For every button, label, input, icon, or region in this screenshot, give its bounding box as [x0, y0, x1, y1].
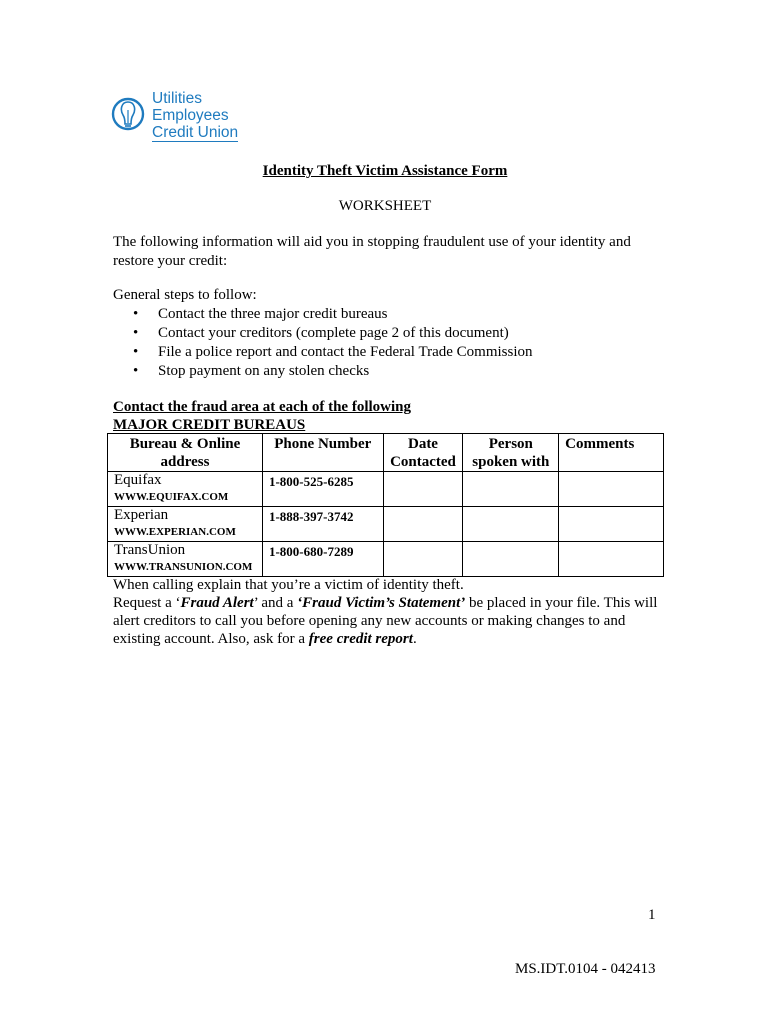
step-item	[113, 324, 533, 343]
col-header-phone: Phone Number	[262, 434, 383, 472]
steps-heading: General steps to follow:	[113, 287, 257, 303]
step-item	[113, 362, 533, 381]
date-contacted-field[interactable]	[383, 472, 463, 507]
step-text: Stop payment on any stolen checks	[158, 363, 370, 379]
worksheet-heading: WORKSHEET	[338, 198, 432, 214]
bureau-url: WWW.EXPERIAN.COM	[114, 526, 236, 538]
document-id: MS.IDT.0104 - 042413	[515, 961, 656, 977]
phone-cell	[262, 542, 383, 577]
step-item	[113, 343, 533, 362]
table-row	[108, 472, 664, 507]
request-rest-text: be placed in your file. This will alert creditors to call you before opening any new accounts or making changes to and existing account. Also, ask for a	[113, 595, 658, 647]
form-title: Identity Theft Victim Assistance Form	[262, 163, 508, 179]
col-header-person: Person spoken with	[463, 434, 559, 472]
bureau-url: WWW.TRANSUNION.COM	[114, 561, 253, 573]
page-number: 1	[648, 907, 656, 923]
victim-statement-term: ‘Fraud Victim’s Statement’	[297, 595, 466, 611]
lightbulb-icon	[110, 90, 150, 146]
bullet-icon: •	[133, 344, 139, 360]
comments-field[interactable]	[559, 472, 664, 507]
fraud-alert-term: Fraud Alert	[180, 595, 254, 611]
col-header-date: Date Contacted	[383, 434, 463, 472]
bullet-icon: •	[133, 363, 139, 379]
comments-field[interactable]	[559, 507, 664, 542]
person-spoken-field[interactable]	[463, 472, 559, 507]
logo-wordmark	[152, 90, 238, 141]
col-header-bureau: Bureau & Online address	[108, 434, 263, 472]
calling-instructions	[113, 576, 673, 648]
logo-line-1: Utilities	[152, 90, 202, 107]
phone-cell	[262, 507, 383, 542]
table-header-row	[108, 434, 664, 472]
and-text: ’ and a	[253, 595, 298, 611]
credit-union-logo	[110, 88, 260, 146]
comments-field[interactable]	[559, 542, 664, 577]
free-credit-report-term: free credit report	[308, 631, 413, 647]
phone-cell	[262, 472, 383, 507]
steps-list	[113, 305, 533, 381]
logo-line-2: Employees	[152, 107, 229, 124]
major-bureaus-line: MAJOR CREDIT BUREAUS	[113, 417, 306, 433]
fraud-contact-heading	[113, 398, 411, 434]
logo-line-3	[152, 124, 238, 141]
bullet-icon: •	[133, 306, 139, 322]
table-row	[108, 507, 664, 542]
credit-bureaus-table	[107, 433, 664, 577]
logo-line-3-text: Credit Union	[152, 124, 239, 141]
period-text: .	[412, 631, 417, 647]
table-row	[108, 542, 664, 577]
bureau-name: Experian	[114, 507, 169, 523]
bureau-cell	[108, 542, 263, 577]
step-text: Contact your creditors (complete page 2 of this document)	[158, 325, 509, 341]
bureau-cell	[108, 472, 263, 507]
step-text: Contact the three major credit bureaus	[158, 306, 388, 322]
date-contacted-field[interactable]	[383, 507, 463, 542]
bureau-url: WWW.EQUIFAX.COM	[114, 491, 229, 503]
bureau-phone: 1-800-680-7289	[268, 544, 354, 559]
calling-line: When calling explain that you’re a victim of identity theft.	[113, 577, 464, 593]
bureau-phone: 1-888-397-3742	[268, 509, 354, 524]
date-contacted-field[interactable]	[383, 542, 463, 577]
bullet-icon: •	[133, 325, 139, 341]
bureau-name: Equifax	[114, 472, 162, 488]
person-spoken-field[interactable]	[463, 507, 559, 542]
step-item	[113, 305, 533, 324]
step-text: File a police report and contact the Federal Trade Commission	[158, 344, 533, 360]
fraud-contact-line: Contact the fraud area at each of the following	[113, 399, 412, 415]
col-header-comments: Comments	[559, 434, 664, 472]
request-paragraph	[113, 594, 673, 648]
bureau-name: TransUnion	[114, 542, 186, 558]
bureau-phone: 1-800-525-6285	[268, 474, 354, 489]
intro-paragraph: The following information will aid you in stopping fraudulent use of your identity and restore your credit:	[113, 234, 631, 269]
bureau-cell	[108, 507, 263, 542]
person-spoken-field[interactable]	[463, 542, 559, 577]
request-text: Request a ‘	[113, 595, 181, 611]
